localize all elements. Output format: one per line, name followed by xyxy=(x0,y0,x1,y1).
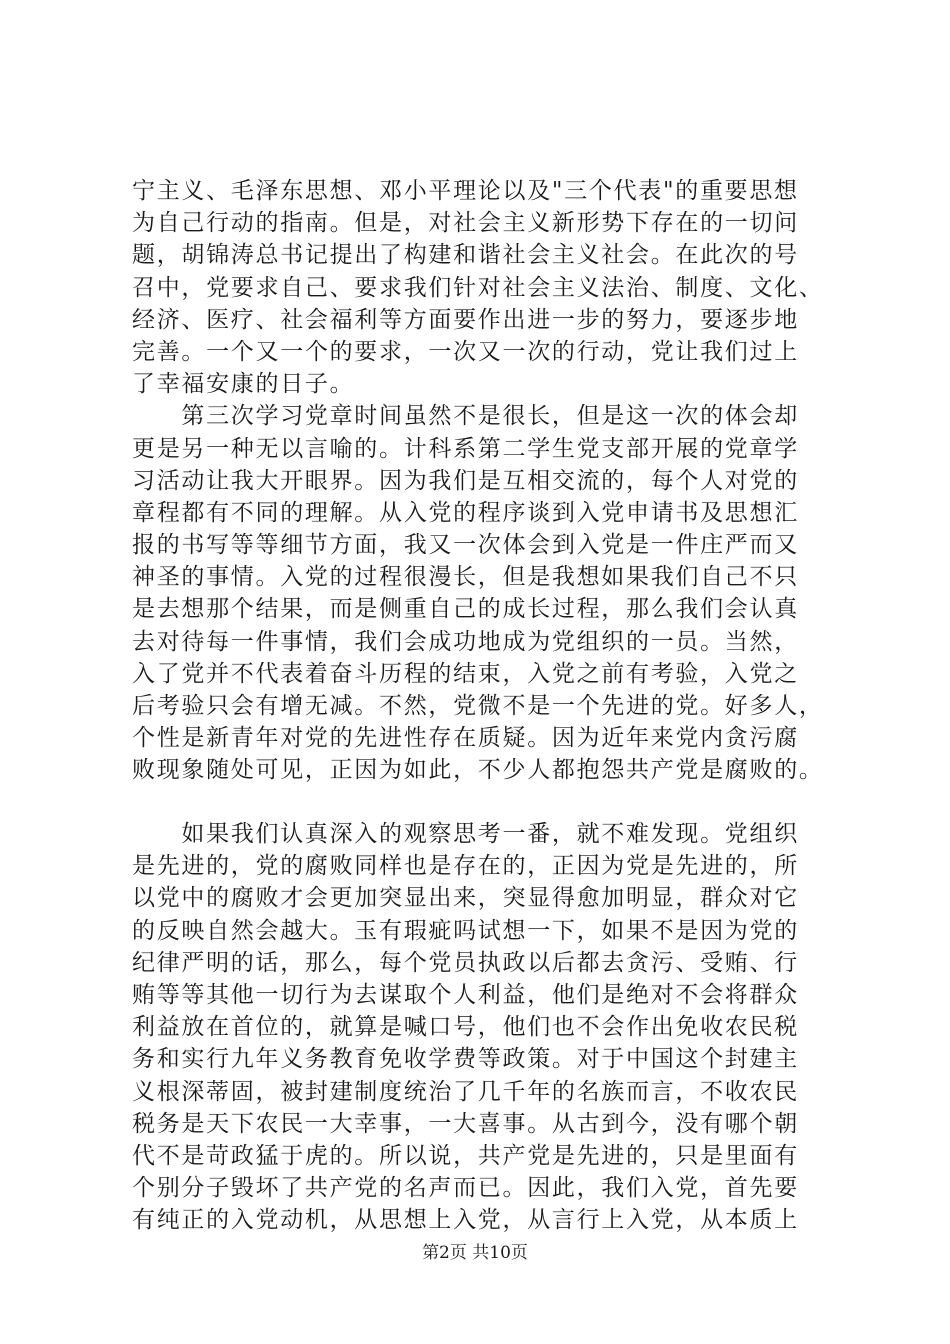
text-block-lower xyxy=(132,818,832,1236)
page-number-footer: 第2页 共10页 xyxy=(422,1243,528,1263)
text-line: 有纯正的入党动机，从思想上入党，从言行上入党，从本质上 xyxy=(132,1207,799,1234)
text-line: 后考验只会有增无减。不然，党微不是一个先进的党。好多人， xyxy=(132,693,824,719)
text-line: 个别分子毁坏了共产党的名声而已。因此，我们入党，首先要 xyxy=(132,1175,799,1202)
text-line: 经济、医疗、社会福利等方面要作出进一步的努力，要逐步地 xyxy=(132,306,799,333)
text-line: 贿等等其他一切行为去谋取个人利益，他们是绝对不会将群众 xyxy=(132,981,799,1008)
text-line: 利益放在首位的，就算是喊口号，他们也不会作出免收农民税 xyxy=(132,1014,799,1041)
paragraph-1 xyxy=(132,175,832,400)
text-line: 召中，党要求自己、要求我们针对社会主义法治、制度、文化、 xyxy=(132,274,824,301)
text-line: 完善。一个又一个的要求，一次又一次的行动，党让我们过上 xyxy=(132,338,799,365)
text-line: 题，胡锦涛总书记提出了构建和谐社会主义社会。在此次的号 xyxy=(132,242,799,269)
text-line: 为自己行动的指南。但是，对社会主义新形势下存在的一切问 xyxy=(132,210,799,237)
text-line: 如果我们认真深入的观察思考一番，就不难发现。党组织 xyxy=(132,821,799,847)
text-line: 报的书写等等细节方面，我又一次体会到入党是一件庄严而又 xyxy=(132,532,799,559)
text-line: 以党中的腐败才会更加突显出来，突显得愈加明显，群众对它 xyxy=(132,885,799,912)
text-line: 第三次学习党章时间虽然不是很长，但是这一次的体会却 xyxy=(132,403,799,430)
text-line: 入了党并不代表着奋斗历程的结束，入党之前有考验，入党之 xyxy=(132,660,799,687)
text-line: 宁主义、毛泽东思想、邓小平理论以及"三个代表"的重要思想 xyxy=(132,178,799,204)
text-line: 败现象随处可见，正因为如此，不少人都抱怨共产党是腐败的。 xyxy=(132,757,824,784)
text-line: 个性是新青年对党的先进性存在质疑。因为近年来党内贪污腐 xyxy=(132,725,799,752)
text-line: 章程都有不同的理解。从入党的程序谈到入党申请书及思想汇 xyxy=(132,499,799,526)
text-line: 神圣的事情。入党的过程很漫长，但是我想如果我们自己不只 xyxy=(132,564,799,591)
text-line: 代不是苛政猛于虎的。所以说，共产党是先进的，只是里面有 xyxy=(132,1142,799,1169)
text-line: 去对待每一件事情，我们会成功地成为党组织的一员。当然， xyxy=(132,628,799,655)
text-line: 纪律严明的话，那么，每个党员执政以后都去贪污、受贿、行 xyxy=(132,949,799,976)
text-line: 义根深蒂固，被封建制度统治了几千年的名族而言，不收农民 xyxy=(132,1078,799,1105)
paragraph-2 xyxy=(132,400,832,786)
text-line: 务和实行九年义务教育免收学费等政策。对于中国这个封建主 xyxy=(132,1046,799,1073)
text-line: 更是另一种无以言喻的。计科系第二学生党支部开展的党章学 xyxy=(132,435,799,462)
text-line: 的反映自然会越大。玉有瑕疵吗试想一下，如果不是因为党的 xyxy=(132,917,799,944)
text-line: 是先进的，党的腐败同样也是存在的，正因为党是先进的，所 xyxy=(132,853,799,880)
text-line: 税务是天下农民一大幸事，一大喜事。从古到今，没有哪个朝 xyxy=(132,1110,799,1137)
text-line: 习活动让我大开眼界。因为我们是互相交流的，每个人对党的 xyxy=(132,467,799,494)
paragraph-3 xyxy=(132,818,832,1236)
text-line: 了幸福安康的日子。 xyxy=(132,371,355,398)
text-block-upper xyxy=(132,175,832,787)
text-line: 是去想那个结果，而是侧重自己的成长过程，那么我们会认真 xyxy=(132,596,799,623)
